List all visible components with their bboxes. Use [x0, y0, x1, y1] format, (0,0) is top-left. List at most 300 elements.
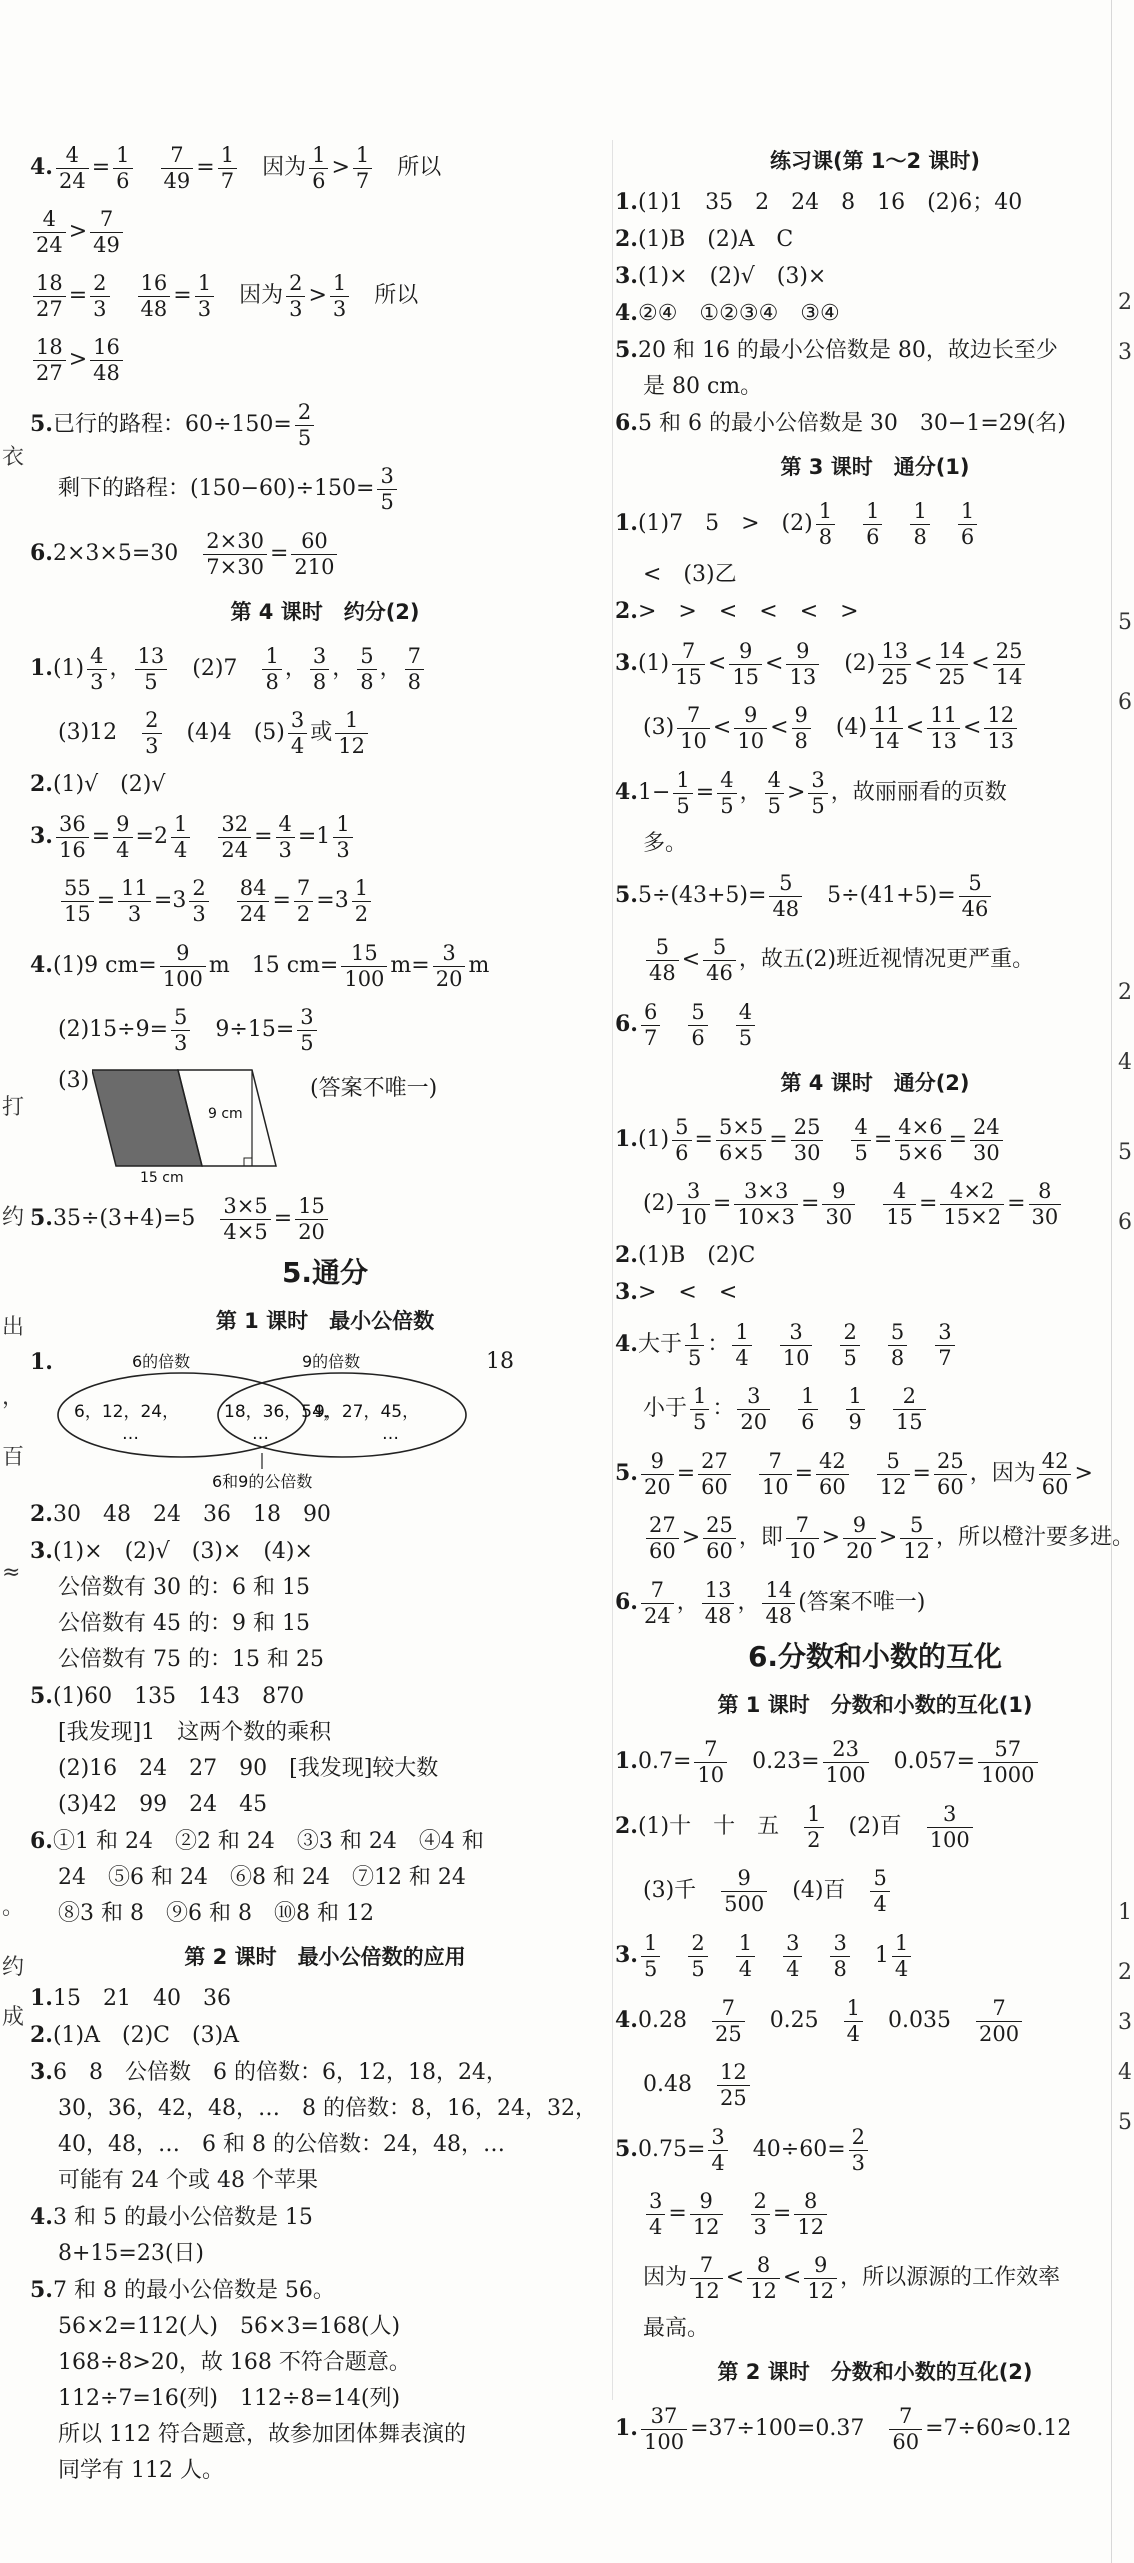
numerator: 1: [333, 812, 352, 837]
fraction: [33, 335, 66, 384]
denominator: 13: [930, 728, 957, 753]
denominator: 3: [93, 296, 107, 321]
answer-line: [615, 1729, 1134, 1794]
fraction: [189, 876, 208, 925]
numerator: 2: [751, 2189, 770, 2214]
fraction: [927, 703, 960, 752]
answer-line: [615, 696, 1134, 760]
numerator: 9: [804, 2253, 837, 2278]
fraction: [734, 1179, 798, 1228]
denominator: 10: [782, 1345, 810, 1370]
denominator: 15: [732, 664, 760, 689]
answer-line: [30, 1897, 620, 1931]
text: 168÷8>20，故 168 不符合题意。: [58, 2350, 411, 2375]
unit-heading: 5.通分: [281, 1256, 369, 1289]
fraction: [297, 1005, 316, 1054]
answer-line: [615, 1988, 1134, 2053]
numerator: 16: [90, 335, 123, 360]
fraction: [804, 1802, 823, 1851]
text: 同学有 112 人。: [58, 2458, 224, 2483]
edge-char: 5: [1118, 2110, 1132, 2135]
text: (1)√ (2)√: [52, 772, 166, 797]
numerator: 7: [677, 703, 710, 728]
answer-line: [30, 933, 620, 998]
text: ，故丽丽看的页数: [830, 780, 1007, 805]
fraction: [694, 1737, 727, 1786]
fraction: [646, 2189, 665, 2238]
denominator: 20: [846, 1538, 873, 1563]
denominator: 10: [761, 1474, 789, 1499]
numerator: 5: [769, 871, 802, 896]
numerator: 23: [823, 1737, 869, 1762]
item-number: 5.: [615, 1460, 638, 1486]
text: (答案不唯一): [798, 1590, 926, 1615]
denominator: 12: [693, 2278, 720, 2303]
text: >: [1074, 1461, 1093, 1486]
numerator: 4: [765, 768, 784, 793]
text: 2×3×5=30: [52, 541, 179, 566]
denominator: 7: [643, 1025, 658, 1050]
answer-line: [615, 1441, 1134, 1506]
denominator: 12: [797, 2214, 825, 2239]
answer-line: [615, 1107, 1134, 1172]
fraction: [751, 2189, 770, 2238]
fraction: [641, 1578, 674, 1627]
denominator: 5: [297, 425, 312, 450]
denominator: 7×30: [206, 554, 264, 579]
numerator: 8: [1029, 1179, 1062, 1204]
text: 0.057=: [893, 1749, 976, 1774]
item-number: 3.: [615, 650, 638, 676]
fraction: [734, 703, 767, 752]
answer-line: [615, 1859, 1134, 1923]
item-number: 2.: [30, 771, 53, 797]
text: < (3)乙: [643, 562, 737, 587]
fraction: [970, 1115, 1003, 1164]
numerator: 3: [646, 2189, 665, 2214]
numerator: 1: [641, 1931, 660, 1956]
text: ，所以源源的工作效率: [840, 2265, 1061, 2290]
fraction: [935, 1320, 954, 1369]
text: 所以: [374, 283, 419, 308]
item-number: 2.: [615, 226, 638, 252]
numerator: 55: [61, 876, 94, 901]
edge-char: 打: [2, 1095, 25, 1120]
item-number: 3.: [615, 1279, 638, 1305]
denominator: 3: [197, 296, 212, 321]
answer-line: [30, 804, 620, 869]
text: 40÷60=: [752, 2137, 846, 2162]
text: =: [769, 1127, 788, 1152]
item-number: 1.: [615, 2415, 638, 2441]
item-number: 4.: [615, 2007, 638, 2033]
denominator: 1000: [981, 1762, 1035, 1787]
numerator: 36: [56, 812, 89, 837]
item-number: 3.: [615, 1942, 638, 1968]
denominator: 8: [833, 1956, 847, 1981]
text: =: [91, 155, 111, 180]
fraction: [673, 768, 692, 817]
text: m=: [390, 953, 430, 978]
denominator: 10: [680, 728, 707, 753]
denominator: 3: [753, 2214, 767, 2239]
numerator: 3: [377, 464, 396, 489]
denominator: 3: [127, 901, 142, 926]
denominator: 16: [58, 837, 86, 862]
numerator: 60: [291, 529, 337, 554]
text: 所以: [397, 155, 442, 180]
numerator: 1: [218, 143, 237, 168]
numerator: 1: [352, 876, 371, 901]
venn-diagram: [52, 1345, 492, 1493]
denominator: 6: [801, 1409, 815, 1434]
answer-line: [30, 328, 620, 392]
numerator: 1: [171, 812, 190, 837]
edge-char: 2: [1118, 980, 1132, 1005]
fraction: [900, 1513, 933, 1562]
text: >: [878, 1525, 898, 1550]
lesson-heading: 练习课(第 1～2 课时): [769, 149, 981, 173]
item-number: 2.: [615, 598, 638, 624]
text: >: [68, 347, 88, 372]
fraction: [113, 812, 132, 861]
numerator: 9: [113, 812, 132, 837]
text: >: [821, 1525, 841, 1550]
numerator: 7: [976, 1996, 1022, 2021]
fraction: [341, 941, 387, 990]
fraction: [877, 1449, 910, 1498]
numerator: 3: [927, 1802, 973, 1827]
answer-line: [615, 2396, 1134, 2461]
fraction: [993, 639, 1026, 688]
numerator: 4: [276, 812, 295, 837]
text: (3)12: [58, 720, 118, 745]
numerator: 12: [717, 2060, 750, 2085]
text: 已行的路程：60÷150=: [52, 412, 292, 437]
text: =: [96, 888, 116, 913]
numerator: 1: [736, 1931, 755, 1956]
item-number: 3.: [30, 2059, 53, 2085]
numerator: 4: [87, 644, 106, 669]
denominator: 3: [278, 837, 292, 862]
denominator: 5: [144, 669, 158, 694]
numerator: 84: [237, 876, 270, 901]
text: (4)百: [792, 1878, 846, 1903]
text: 6 8 公倍数 6 的倍数：6，12，18，24，: [52, 2060, 508, 2085]
numerator: 9: [792, 703, 811, 728]
denominator: 4: [786, 1956, 800, 1981]
denominator: 5: [843, 1345, 857, 1370]
numerator: 3: [830, 1931, 849, 1956]
denominator: 6: [116, 168, 130, 193]
fraction: [843, 1513, 876, 1562]
denominator: 13: [987, 728, 1015, 753]
item-number: 2.: [615, 1813, 638, 1839]
denominator: 60: [892, 2429, 920, 2454]
denominator: 8: [407, 669, 421, 694]
fraction: [804, 2253, 837, 2302]
denominator: 48: [772, 896, 800, 921]
fraction: [237, 876, 270, 925]
numerator: 7: [161, 143, 194, 168]
text: ①1 和 24 ②2 和 24 ③3 和 24 ④4 和: [52, 1829, 484, 1854]
answer-line: [615, 2312, 1134, 2346]
numerator: 9: [160, 941, 206, 966]
text: 35÷(3+4)=5: [52, 1206, 196, 1231]
fraction: [641, 1000, 660, 1049]
text: 3 和 5 的最小公倍数是 15: [52, 2205, 313, 2230]
answer-line: [30, 1186, 620, 1251]
fraction: [747, 2253, 780, 2302]
answer-line: [30, 2092, 620, 2126]
text: (5): [253, 720, 285, 745]
numerator: 3: [288, 708, 307, 733]
item-number: 1.: [30, 1349, 53, 1375]
answer-line: [615, 259, 1134, 294]
denominator: 24: [58, 168, 86, 193]
denominator: 27: [36, 296, 63, 321]
numerator: 9: [734, 703, 767, 728]
denominator: 20: [435, 966, 463, 991]
numerator: 13: [135, 644, 168, 669]
fraction: [90, 271, 109, 320]
numerator: 25: [703, 1513, 736, 1538]
denominator: 13: [789, 664, 817, 689]
edge-char: 。: [2, 1895, 25, 1920]
answer-line: [30, 1981, 620, 2016]
numerator: 1: [804, 1802, 823, 1827]
numerator: 7: [690, 2253, 723, 2278]
answer-line: [30, 2346, 620, 2380]
answer-column-left: [30, 135, 620, 2490]
denominator: 100: [825, 1762, 866, 1787]
numerator: 5: [870, 1866, 889, 1891]
text: 或: [310, 720, 333, 745]
fraction: [816, 499, 835, 548]
numerator: 8: [747, 2253, 780, 2278]
denominator: 20: [298, 1219, 325, 1244]
lesson-heading: 第 4 课时 通分(2): [780, 1071, 970, 1095]
text: <: [770, 715, 789, 740]
fraction: [433, 941, 466, 990]
fraction: [672, 1115, 691, 1164]
text: <: [707, 651, 727, 676]
edge-char: 6: [1118, 1210, 1132, 1235]
fraction: [958, 499, 977, 548]
text: 因为: [262, 155, 307, 180]
denominator: 48: [649, 960, 676, 985]
edge-char: ≈: [2, 1560, 21, 1585]
numerator: 11: [870, 703, 903, 728]
numerator: 2: [295, 400, 314, 425]
numerator: 3: [310, 644, 329, 669]
text: 0.48: [643, 2072, 692, 2097]
fraction: [195, 271, 214, 320]
denominator: 10: [788, 1538, 816, 1563]
text: =: [254, 824, 273, 849]
edge-char: 3: [1118, 340, 1132, 365]
numerator: 5×5: [716, 1115, 766, 1140]
edge-char: 成: [2, 2005, 25, 2030]
text: ，: [737, 1590, 760, 1615]
fraction: [759, 1449, 792, 1498]
numerator: 3: [677, 1179, 710, 1204]
text: > > < < < >: [637, 599, 859, 624]
fraction: [353, 143, 372, 192]
denominator: 6: [960, 524, 975, 549]
lesson-heading: 第 2 课时 最小公倍数的应用: [184, 1945, 466, 1969]
text: 7 和 8 的最小公倍数是 56。: [52, 2278, 335, 2303]
answer-line: [615, 1312, 1134, 1377]
numerator: 9: [641, 1449, 674, 1474]
denominator: 30: [825, 1204, 853, 1229]
text: ⑧3 和 8 ⑨6 和 8 ⑩8 和 12: [58, 1901, 374, 1926]
numerator: 2: [90, 271, 109, 296]
text: (1)1 35 2 24 8 16 (2)6；40: [637, 190, 1023, 215]
text: =: [772, 2201, 792, 2226]
edge-char: 2: [1118, 290, 1132, 315]
denominator: 15: [64, 901, 91, 926]
denominator: 30: [1031, 1204, 1059, 1229]
numerator: 1: [892, 1931, 911, 1956]
answer-line: [615, 2182, 1134, 2246]
fraction: [889, 2404, 922, 2453]
numerator: 1: [863, 499, 882, 524]
numerator: 2: [142, 708, 161, 733]
edge-char: 约: [2, 1955, 25, 1980]
text: (1): [52, 656, 85, 681]
common-items: 18，36，54，: [224, 1402, 340, 1422]
numerator: 9: [843, 1513, 876, 1538]
text: [我发现]1 这两个数的乘积: [58, 1720, 332, 1745]
answer-line: [615, 1794, 1134, 1859]
fraction: [641, 1449, 674, 1498]
fraction: [732, 1320, 751, 1369]
fraction: [113, 143, 132, 192]
answer-line: [30, 2128, 620, 2162]
text: 5÷(43+5)=: [637, 883, 767, 908]
text: <: [681, 947, 701, 972]
item-number: 5.: [615, 337, 638, 363]
item-number: 5.: [30, 411, 53, 437]
denominator: 3: [336, 837, 350, 862]
denominator: 8: [818, 524, 833, 549]
fraction: [729, 639, 762, 688]
common-multiples-label: 6和9的公倍数: [212, 1472, 313, 1491]
text: (1)B (2)C: [637, 1243, 756, 1268]
numerator: 2: [849, 2125, 868, 2150]
text: 0.23=: [752, 1749, 820, 1774]
numerator: 32: [218, 812, 251, 837]
numerator: 9: [822, 1179, 855, 1204]
numerator: 11: [927, 703, 960, 728]
text: 0.28: [637, 2008, 687, 2033]
item-number: 1.: [30, 655, 53, 681]
answer-line: [615, 370, 1134, 404]
numerator: 12: [984, 703, 1017, 728]
denominator: 15: [675, 664, 702, 689]
fraction: [849, 2125, 868, 2174]
denominator: 5: [854, 1140, 868, 1165]
answer-line: [30, 1534, 620, 1569]
answer-line: [615, 296, 1134, 331]
denominator: 5: [720, 793, 734, 818]
denominator: 5: [738, 1025, 753, 1050]
fraction: [870, 1866, 889, 1915]
denominator: 25: [719, 2085, 747, 2110]
text: (2): [844, 651, 876, 676]
fraction: [786, 1513, 819, 1562]
lesson-heading: 第 1 课时 最小公倍数: [215, 1309, 435, 1333]
denominator: 4: [873, 1891, 887, 1916]
text: =3: [153, 888, 187, 913]
numerator: 13: [702, 1578, 735, 1603]
denominator: 5×6: [898, 1140, 943, 1165]
answer-line: [30, 2237, 620, 2271]
numerator: 4: [33, 207, 66, 232]
fraction: [672, 639, 705, 688]
item-number: 5.: [30, 1683, 53, 1709]
denominator: 5: [691, 1956, 705, 1981]
fraction: [716, 1115, 766, 1164]
denominator: 100: [344, 966, 385, 991]
aside-number: 18: [486, 1349, 514, 1374]
text: (1)× (2)√ (3)×: [637, 264, 827, 289]
numerator: 7: [294, 876, 313, 901]
text: m: [468, 953, 490, 978]
ellipsis: …: [122, 1424, 139, 1444]
denominator: 24: [239, 901, 267, 926]
fraction: [895, 1115, 945, 1164]
item-number: 4.: [615, 779, 638, 805]
fraction: [816, 1449, 849, 1498]
denominator: 100: [162, 966, 203, 991]
numerator: 2: [840, 1320, 859, 1345]
denominator: 30: [973, 1140, 1000, 1165]
height-label: 9 cm: [208, 1106, 243, 1122]
answer-line: [30, 869, 620, 933]
answer-line: [30, 521, 620, 586]
text: 大于: [637, 1332, 682, 1357]
fraction: [56, 812, 89, 861]
denominator: 4: [894, 1956, 909, 1981]
text: (3)42 99 24 45: [58, 1792, 268, 1817]
answer-line: [30, 2454, 620, 2488]
denominator: 2: [296, 901, 311, 926]
edge-char: 百: [2, 1445, 25, 1470]
denominator: 6: [675, 1140, 689, 1165]
text: =: [694, 1127, 713, 1152]
numerator: 3×3: [734, 1179, 798, 1204]
item-number: 2.: [30, 2022, 53, 2048]
answer-line: [615, 185, 1134, 220]
text: >: [681, 1525, 701, 1550]
edge-char: 2: [1118, 1960, 1132, 1985]
answer-line: [30, 2055, 620, 2090]
numerator: 42: [1039, 1449, 1072, 1474]
numerator: 5: [672, 1115, 691, 1140]
fraction: [295, 1194, 328, 1243]
item-number: 3.: [615, 263, 638, 289]
answer-line: [30, 1607, 620, 1641]
numerator: 1: [846, 1384, 865, 1409]
numerator: 7: [712, 1996, 745, 2021]
text: =37÷100=0.37: [690, 2416, 865, 2441]
answer-note: (答案不唯一): [310, 1076, 438, 1101]
edge-char: 4: [1118, 2060, 1132, 2085]
numerator: 7: [90, 207, 123, 232]
denominator: 25: [881, 664, 909, 689]
